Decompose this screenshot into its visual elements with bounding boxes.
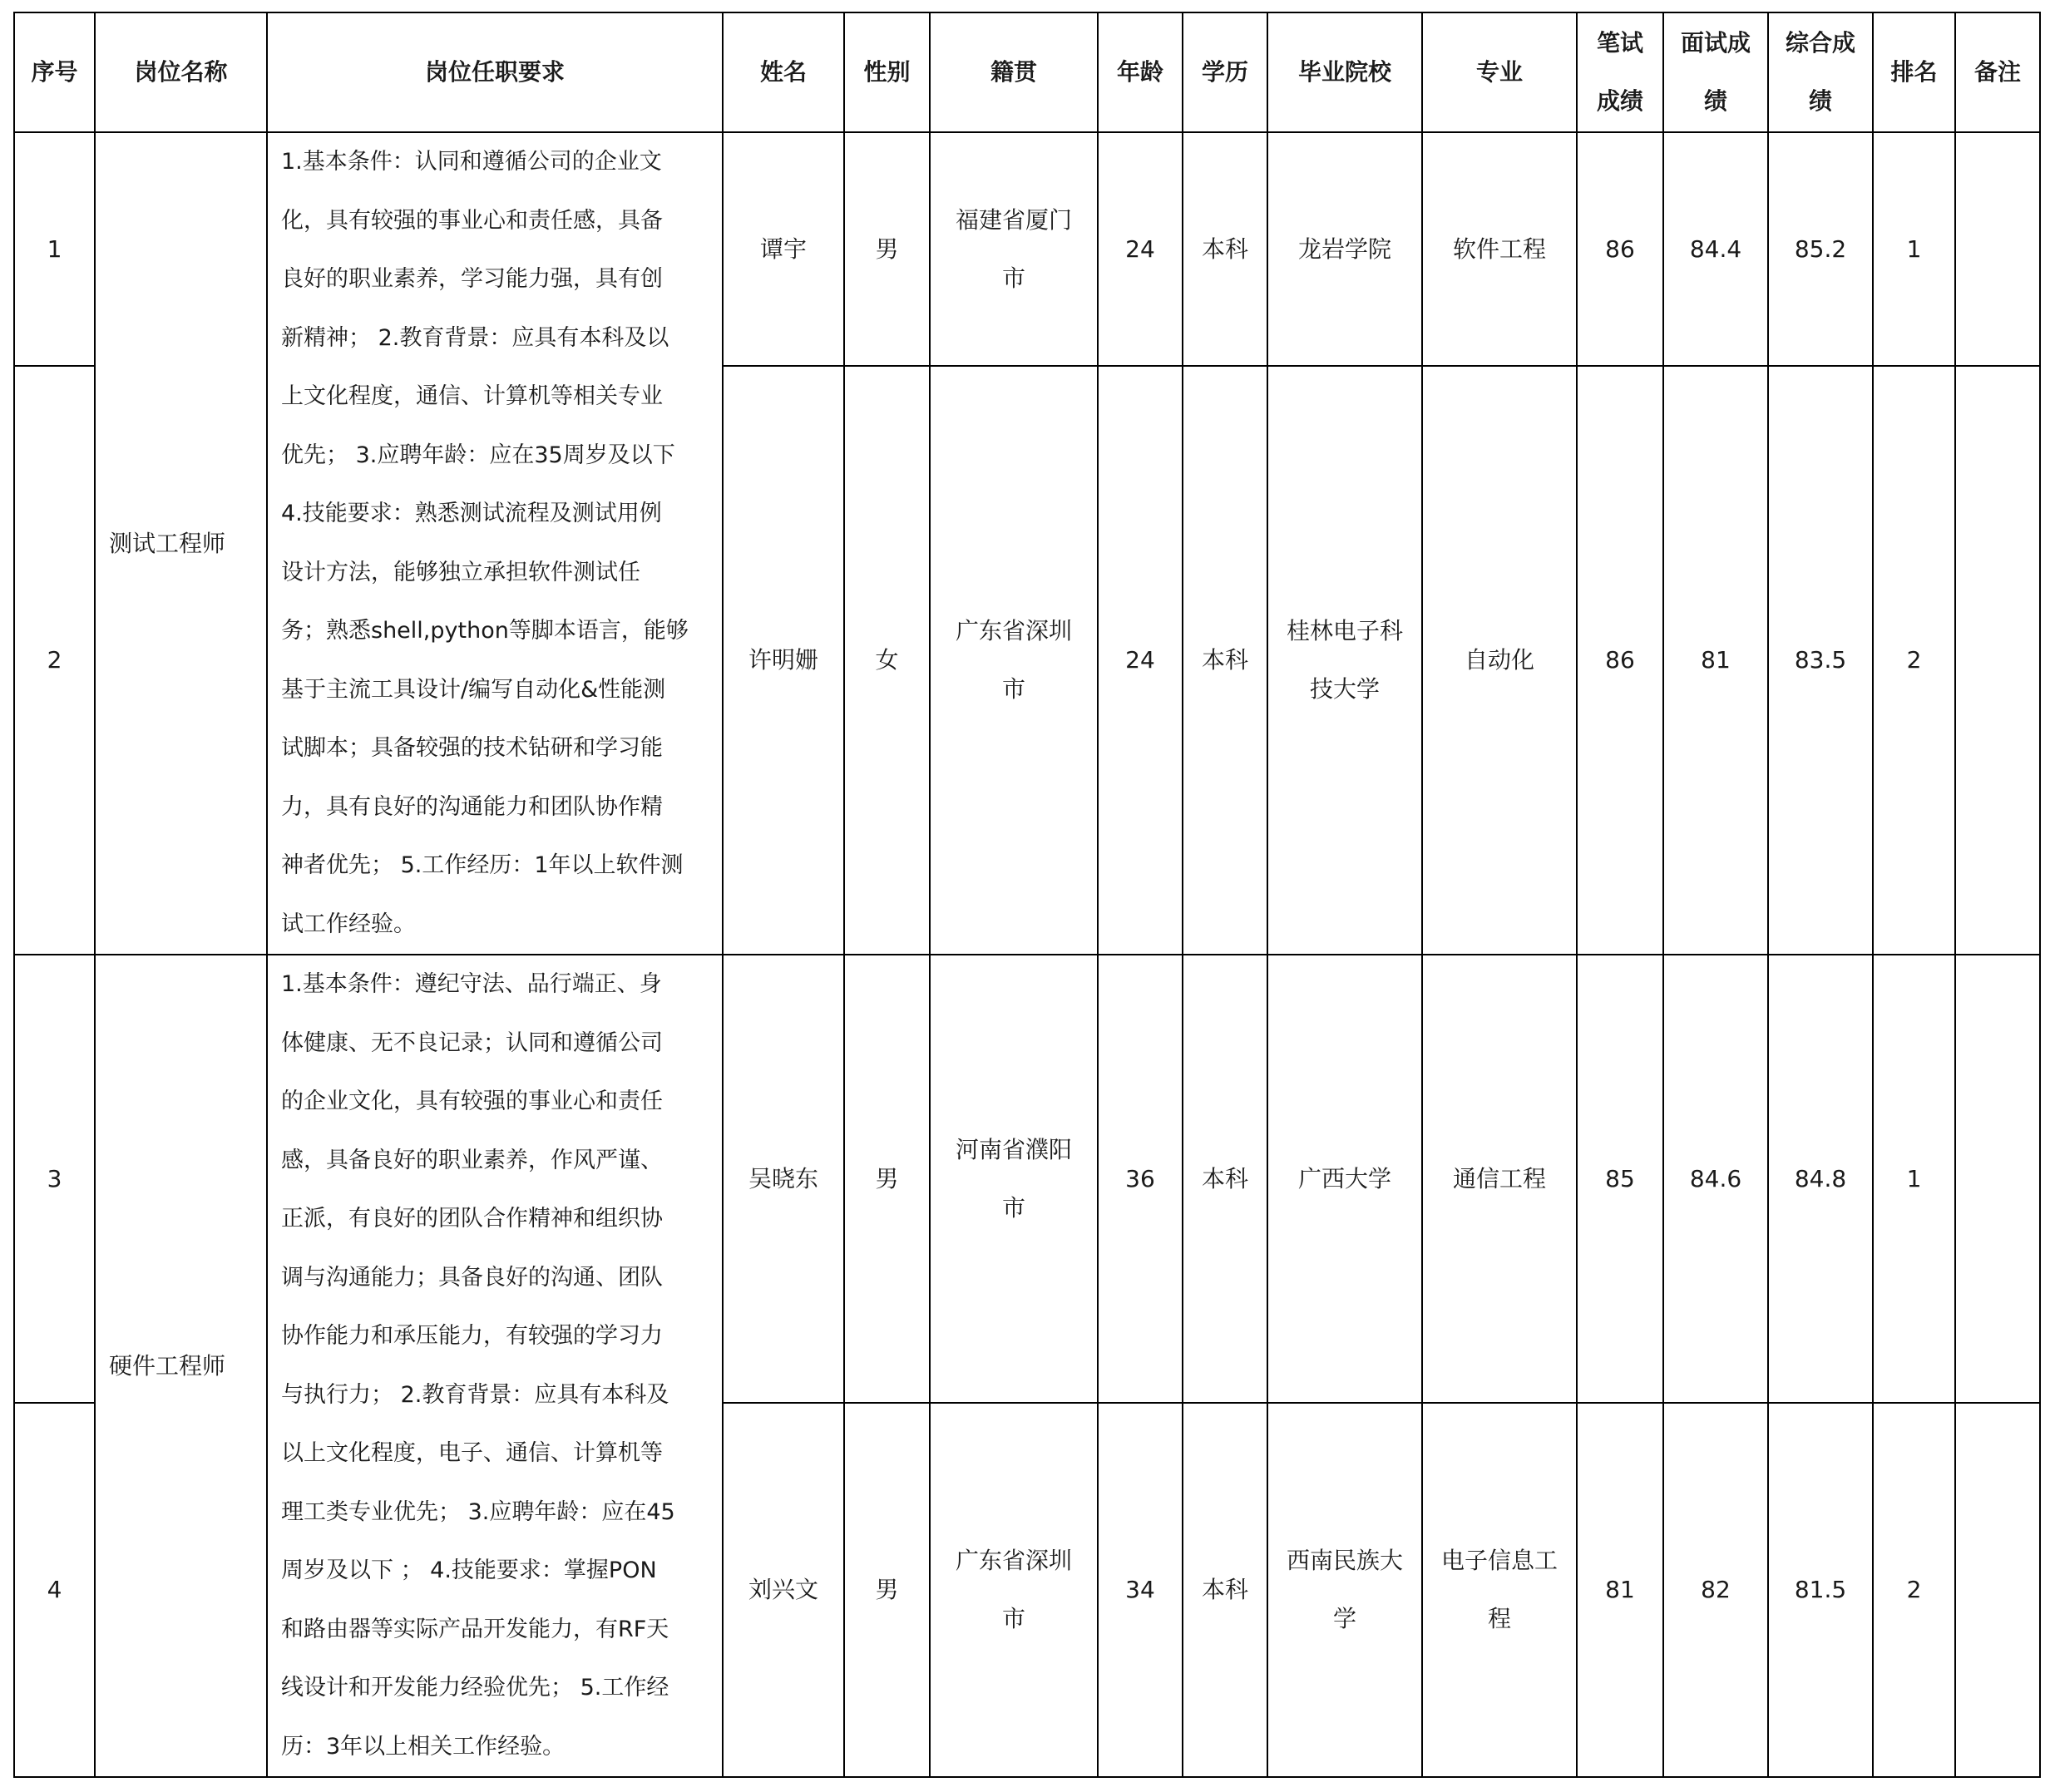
cell-gender: 男 — [844, 955, 930, 1403]
requirement-line: 感，具备良好的职业素养，作风严谨、 — [281, 1147, 663, 1173]
header-name: 姓名 — [723, 12, 844, 132]
header-interview-line1: 面试成 — [1680, 29, 1751, 57]
cell-age: 24 — [1098, 132, 1183, 366]
cell-major: 通信工程 — [1422, 955, 1577, 1403]
header-written-score — [1577, 12, 1663, 132]
origin-line2: 市 — [1001, 675, 1025, 703]
requirement-line: 的企业文化，具有较强的事业心和责任 — [281, 1089, 663, 1114]
school-line2: 学 — [1332, 1605, 1356, 1632]
requirement-line: 务；熟悉shell,python等脚本语言，能够 — [281, 618, 689, 644]
requirement-line: 周岁及以下 ； 4.技能要求：掌握PON — [281, 1558, 657, 1583]
cell-school: 龙岩学院 — [1267, 132, 1422, 366]
header-school: 毕业院校 — [1267, 12, 1422, 132]
requirement-line: 线设计和开发能力经验优先； 5.工作经 — [281, 1675, 669, 1701]
requirement-line: 上文化程度，通信、计算机等相关专业 — [281, 383, 663, 409]
requirement-line: 正派，有良好的团队合作精神和组织协 — [281, 1206, 663, 1232]
cell-total: 81.5 — [1768, 1403, 1873, 1777]
cell-requirements — [267, 132, 723, 955]
header-interview-score — [1663, 12, 1768, 132]
cell-major — [1422, 1403, 1577, 1777]
cell-rank: 1 — [1873, 132, 1955, 366]
header-gender: 性别 — [844, 12, 930, 132]
school-line1: 桂林电子科 — [1286, 617, 1403, 644]
cell-no: 1 — [14, 132, 95, 366]
cell-interview: 82 — [1663, 1403, 1768, 1777]
requirement-line: 体健康、无不良记录；认同和遵循公司 — [281, 1029, 663, 1056]
major-line1: 电子信息工 — [1440, 1547, 1558, 1574]
header-major: 专业 — [1422, 12, 1577, 132]
cell-name: 谭宇 — [723, 132, 844, 366]
cell-origin — [930, 132, 1098, 366]
requirement-line: 试脚本；具备较强的技术钻研和学习能 — [281, 735, 663, 761]
cell-total: 83.5 — [1768, 366, 1873, 955]
header-no: 序号 — [14, 12, 95, 132]
origin-line2: 市 — [1001, 264, 1025, 292]
cell-written: 81 — [1577, 1403, 1663, 1777]
cell-age: 34 — [1098, 1403, 1183, 1777]
cell-no: 2 — [14, 366, 95, 955]
requirement-line: 化，具有较强的事业心和责任感，具备 — [281, 207, 663, 234]
cell-education: 本科 — [1183, 1403, 1267, 1777]
cell-position: 测试工程师 — [95, 132, 267, 955]
requirement-line: 4.技能要求：熟悉测试流程及测试用例 — [281, 501, 662, 526]
cell-written: 86 — [1577, 132, 1663, 366]
cell-origin — [930, 366, 1098, 955]
cell-origin — [930, 1403, 1098, 1777]
recruitment-results-table — [13, 12, 2041, 1778]
requirement-line: 设计方法，能够独立承担软件测试任 — [281, 559, 640, 585]
table-row — [14, 955, 2040, 1403]
requirement-line: 良好的职业素养，学习能力强，具有创 — [281, 266, 663, 292]
requirement-line: 历：3年以上相关工作经验。 — [281, 1733, 566, 1760]
cell-rank: 1 — [1873, 955, 1955, 1403]
cell-rank: 2 — [1873, 1403, 1955, 1777]
requirement-line: 调与沟通能力；具备良好的沟通、团队 — [281, 1264, 663, 1291]
header-age: 年龄 — [1098, 12, 1183, 132]
cell-interview: 81 — [1663, 366, 1768, 955]
cell-school — [1267, 366, 1422, 955]
cell-rank: 2 — [1873, 366, 1955, 955]
cell-written: 85 — [1577, 955, 1663, 1403]
cell-name: 刘兴文 — [723, 1403, 844, 1777]
cell-gender: 男 — [844, 132, 930, 366]
cell-major: 自动化 — [1422, 366, 1577, 955]
header-written-line2: 成绩 — [1596, 87, 1643, 115]
origin-line1: 广东省深圳 — [955, 1547, 1072, 1574]
cell-name: 许明姗 — [723, 366, 844, 955]
cell-total: 84.8 — [1768, 955, 1873, 1403]
origin-line2: 市 — [1001, 1605, 1025, 1632]
origin-line2: 市 — [1001, 1193, 1025, 1222]
cell-education: 本科 — [1183, 955, 1267, 1403]
origin-line1: 福建省厦门 — [955, 205, 1072, 234]
cell-gender: 女 — [844, 366, 930, 955]
requirement-line: 基于主流工具设计/编写自动化&性能测 — [281, 676, 666, 703]
cell-age: 24 — [1098, 366, 1183, 955]
cell-gender: 男 — [844, 1403, 930, 1777]
cell-education: 本科 — [1183, 132, 1267, 366]
cell-remark — [1955, 1403, 2040, 1777]
cell-school — [1267, 1403, 1422, 1777]
cell-interview: 84.6 — [1663, 955, 1768, 1403]
cell-remark — [1955, 955, 2040, 1403]
header-rank: 排名 — [1873, 12, 1955, 132]
cell-no: 3 — [14, 955, 95, 1403]
table-row — [14, 132, 2040, 366]
header-position: 岗位名称 — [95, 12, 267, 132]
header-requirements: 岗位任职要求 — [267, 12, 723, 132]
requirement-line: 试工作经验。 — [281, 911, 416, 937]
cell-requirements — [267, 955, 723, 1777]
requirement-line: 理工类专业优先； 3.应聘年龄：应在45 — [281, 1498, 675, 1525]
origin-line1: 河南省濮阳 — [955, 1135, 1072, 1163]
requirement-line: 优先； 3.应聘年龄：应在35周岁及以下 — [281, 442, 675, 468]
header-total-line1: 综合成 — [1785, 29, 1855, 57]
header-total-line2: 绩 — [1808, 87, 1832, 115]
cell-major: 软件工程 — [1422, 132, 1577, 366]
header-origin: 籍贯 — [930, 12, 1098, 132]
cell-no: 4 — [14, 1403, 95, 1777]
cell-education: 本科 — [1183, 366, 1267, 955]
header-education: 学历 — [1183, 12, 1267, 132]
cell-position: 硬件工程师 — [95, 955, 267, 1777]
cell-total: 85.2 — [1768, 132, 1873, 366]
school-line1: 西南民族大 — [1286, 1547, 1403, 1574]
requirement-line: 新精神； 2.教育背景：应具有本科及以 — [281, 324, 669, 351]
school-line2: 技大学 — [1309, 675, 1380, 703]
cell-name: 吴晓东 — [723, 955, 844, 1403]
cell-written: 86 — [1577, 366, 1663, 955]
requirement-line: 1.基本条件：遵纪守法、品行端正、身 — [281, 971, 662, 997]
requirement-line: 与执行力； 2.教育背景：应具有本科及 — [281, 1381, 669, 1408]
cell-age: 36 — [1098, 955, 1183, 1403]
cell-remark — [1955, 366, 2040, 955]
requirement-line: 和路由器等实际产品开发能力，有RF天 — [281, 1616, 669, 1642]
header-interview-line2: 绩 — [1703, 87, 1727, 115]
cell-school: 广西大学 — [1267, 955, 1422, 1403]
header-total-score — [1768, 12, 1873, 132]
cell-remark — [1955, 132, 2040, 366]
header-row — [14, 12, 2040, 132]
cell-interview: 84.4 — [1663, 132, 1768, 366]
header-remark: 备注 — [1955, 12, 2040, 132]
major-line2: 程 — [1487, 1605, 1511, 1632]
requirement-line: 1.基本条件：认同和遵循公司的企业文 — [281, 149, 662, 175]
requirement-line: 神者优先； 5.工作经历：1年以上软件测 — [281, 852, 684, 878]
requirement-line: 以上文化程度，电子、通信、计算机等 — [281, 1440, 663, 1466]
cell-origin — [930, 955, 1098, 1403]
requirement-line: 力，具有良好的沟通能力和团队协作精 — [281, 793, 663, 820]
origin-line1: 广东省深圳 — [955, 617, 1072, 644]
requirement-line: 协作能力和承压能力，有较强的学习力 — [281, 1323, 663, 1349]
header-written-line1: 笔试 — [1596, 29, 1643, 57]
